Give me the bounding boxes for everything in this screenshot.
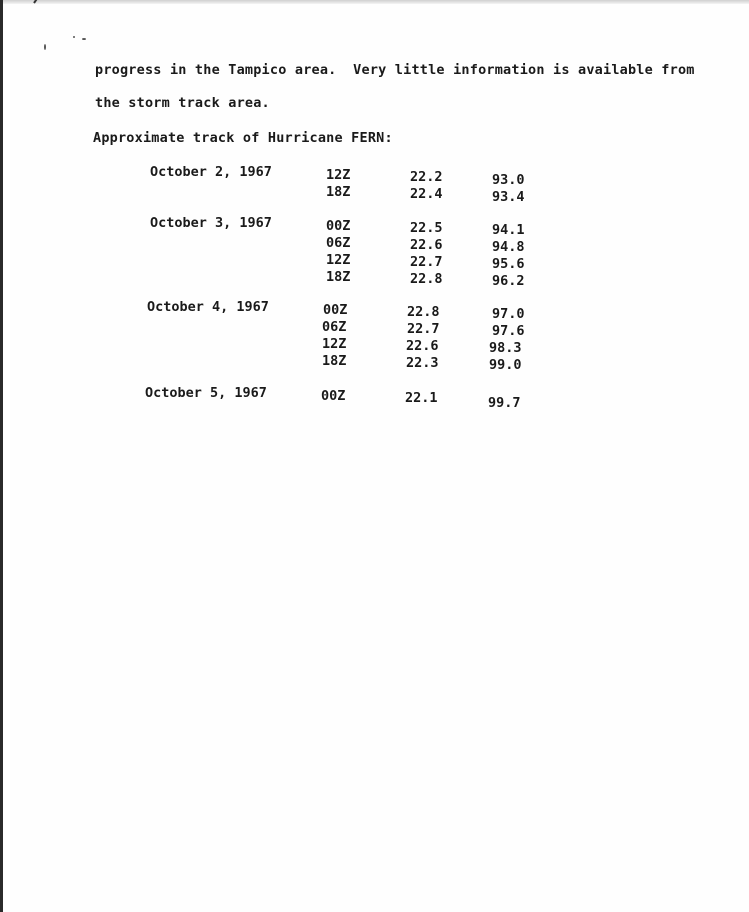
track-longitude: 97.0 (492, 306, 525, 322)
track-time: 00Z (323, 302, 348, 318)
track-longitude: 98.3 (489, 340, 522, 356)
track-longitude: 93.4 (492, 189, 525, 205)
track-latitude: 22.5 (410, 220, 443, 236)
track-time: 06Z (322, 319, 347, 335)
track-latitude: 22.7 (407, 321, 440, 337)
track-time: 12Z (326, 252, 351, 268)
track-longitude: 96.2 (492, 273, 525, 289)
speck (44, 44, 46, 50)
track-longitude: 99.0 (489, 357, 522, 373)
track-latitude: 22.8 (407, 304, 440, 320)
track-longitude: 93.0 (492, 172, 525, 188)
track-date: October 5, 1967 (145, 385, 267, 401)
speck (82, 38, 86, 40)
speck (73, 36, 75, 38)
track-time: 18Z (326, 184, 351, 200)
track-time: 18Z (326, 269, 351, 285)
track-latitude: 22.6 (406, 338, 439, 354)
track-date: October 4, 1967 (147, 299, 269, 315)
track-latitude: 22.4 (410, 186, 443, 202)
page-left-edge (0, 0, 3, 912)
track-time: 18Z (322, 353, 347, 369)
track-time: 00Z (321, 388, 346, 404)
page-top-edge (0, 0, 749, 4)
track-longitude: 94.1 (492, 222, 525, 238)
track-time: 00Z (326, 218, 351, 234)
track-latitude: 22.7 (410, 254, 443, 270)
track-longitude: 99.7 (488, 395, 521, 411)
track-longitude: 97.6 (492, 323, 525, 339)
track-latitude: 22.6 (410, 237, 443, 253)
track-latitude: 22.1 (405, 390, 438, 406)
track-time: 12Z (326, 167, 351, 183)
track-latitude: 22.8 (410, 271, 443, 287)
paragraph-line-2: the storm track area. (95, 95, 270, 111)
track-date: October 2, 1967 (150, 164, 272, 180)
track-date: October 3, 1967 (150, 215, 272, 231)
track-longitude: 94.8 (492, 239, 525, 255)
table-title: Approximate track of Hurricane FERN: (93, 130, 393, 146)
track-latitude: 22.3 (406, 355, 439, 371)
paragraph-line-1: progress in the Tampico area. Very little information is available from (95, 62, 695, 78)
track-time: 06Z (326, 235, 351, 251)
track-time: 12Z (322, 336, 347, 352)
track-latitude: 22.2 (410, 169, 443, 185)
track-longitude: 95.6 (492, 256, 525, 272)
